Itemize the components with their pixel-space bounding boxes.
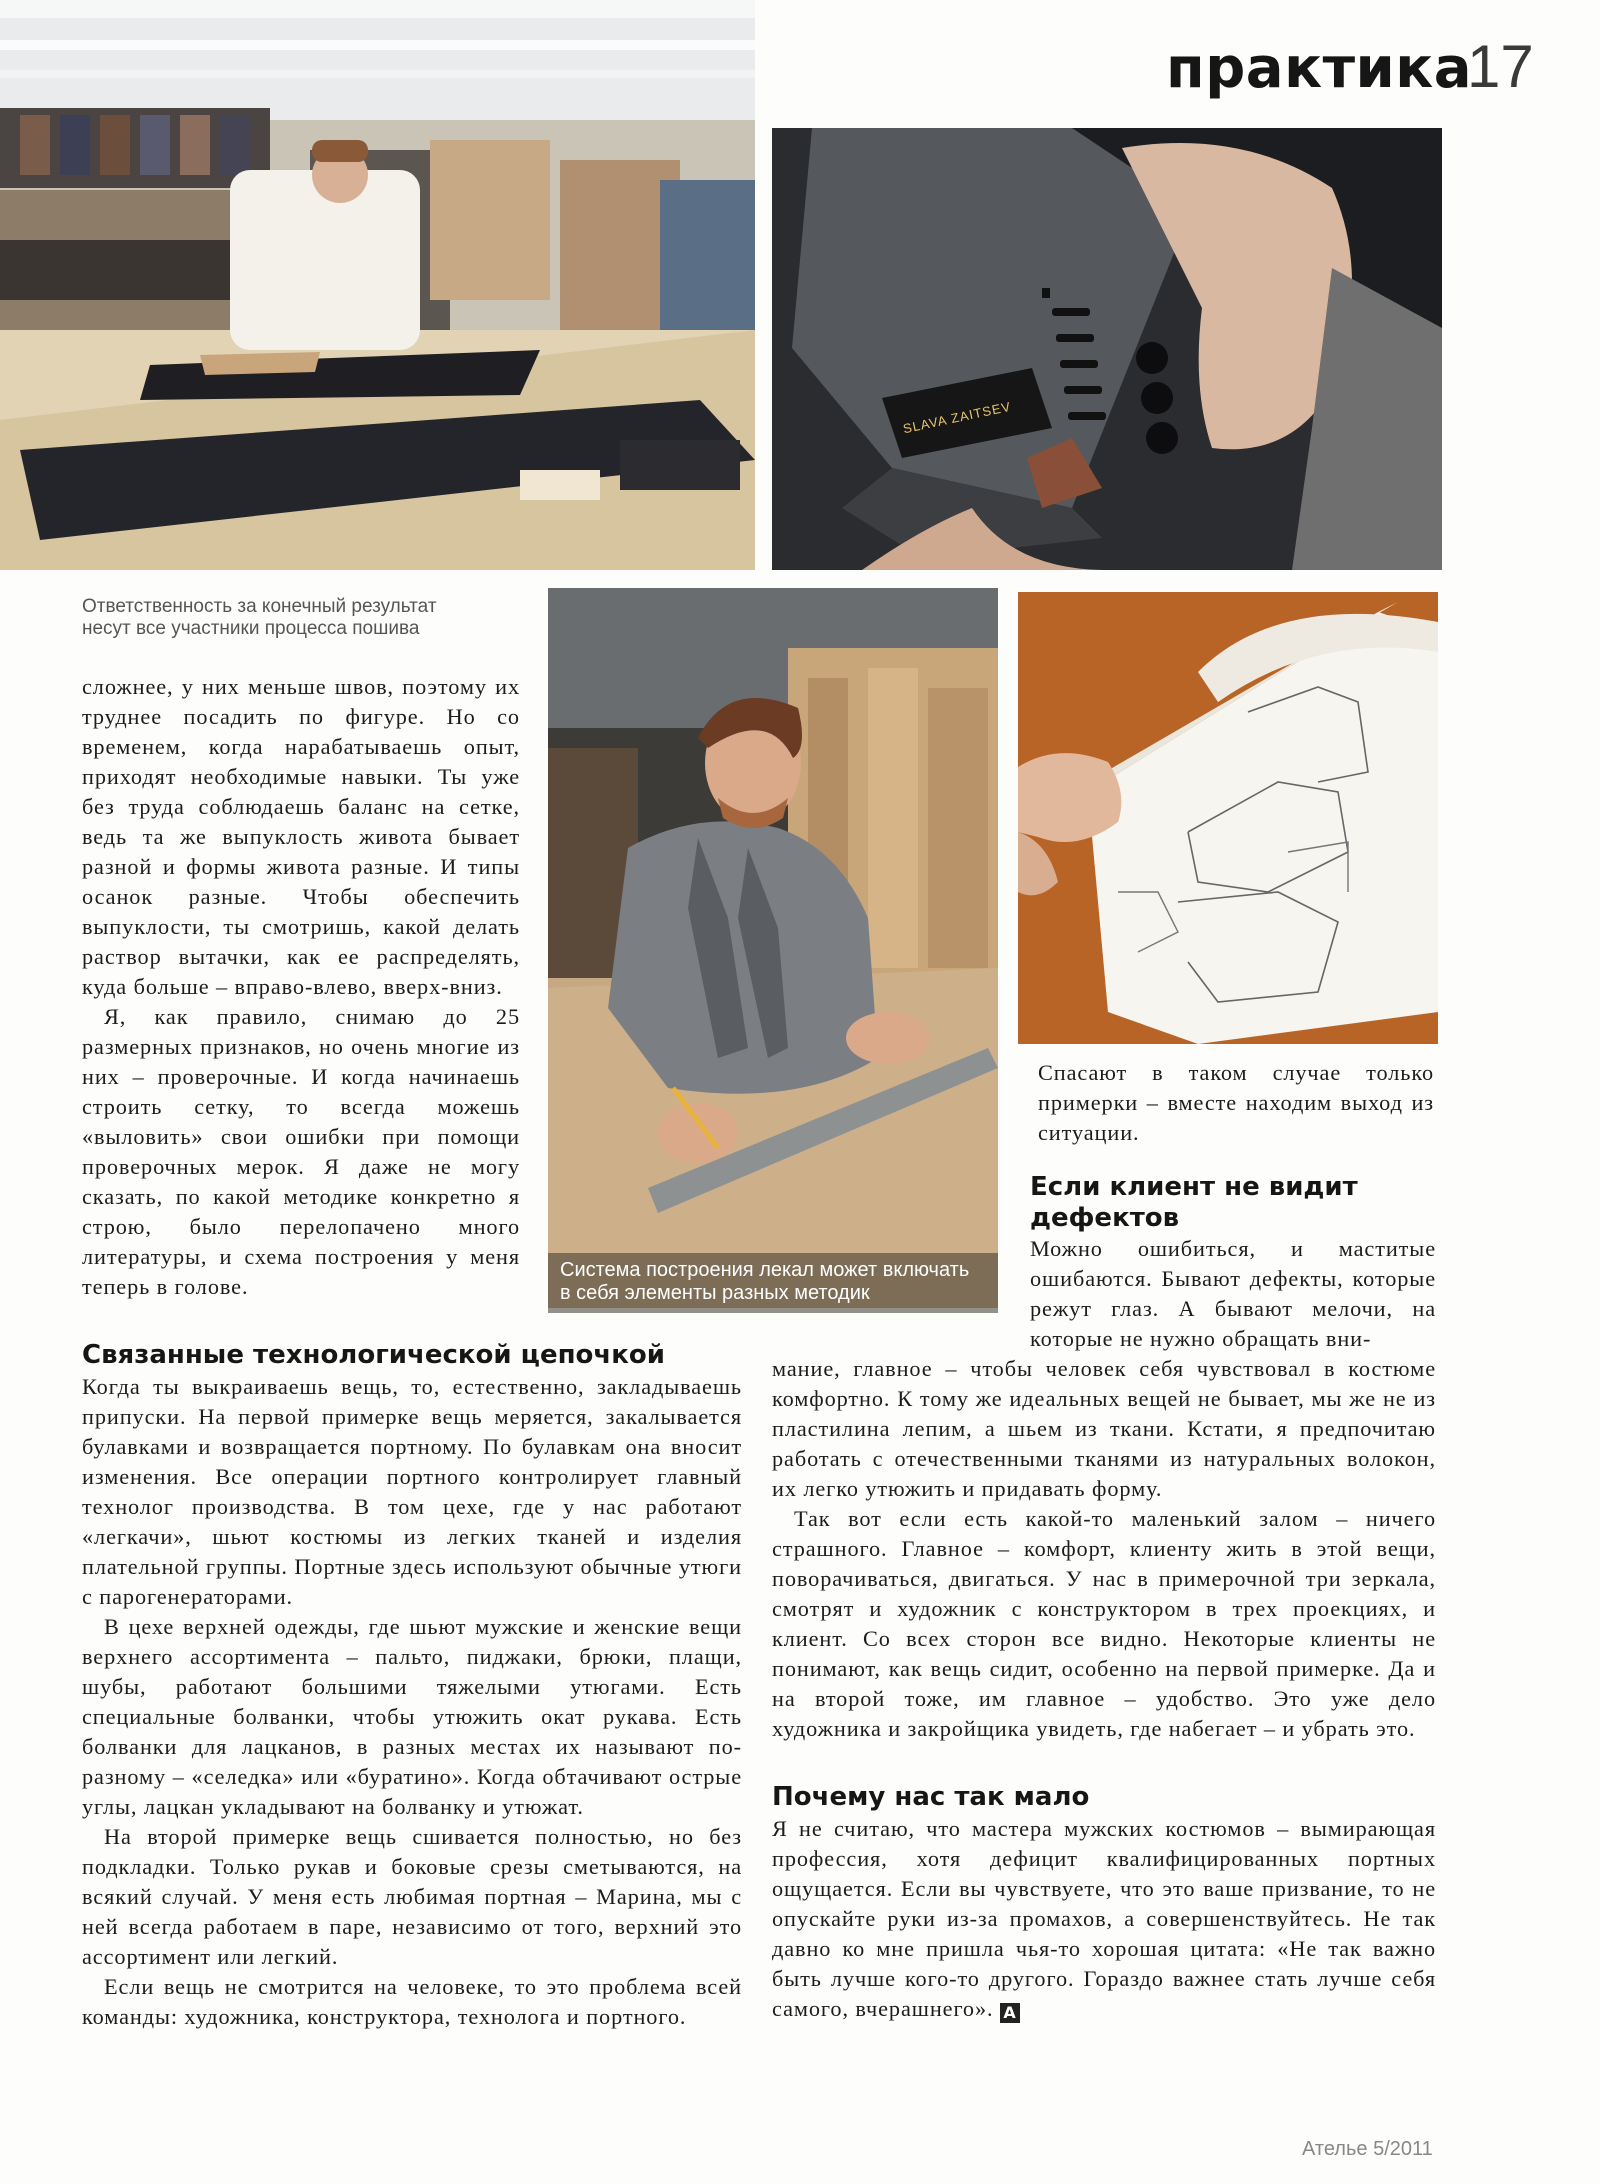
tailor-caption (548, 1253, 998, 1313)
chain-paragraph-1: Когда ты выкраиваешь вещь, то, естественно, закладываешь припуски. На первой примерке вещь меряется, закалывается булавками и возвращается портному. По булавкам она вносит изменения. Все операции портного контролирует главный технолог производства. В том цехе, где у нас работают «легкачи», шьют костюмы из легких тканей и изделия плательной группы. Портные здесь используют обычные утюги с парогенераторами. (82, 1374, 742, 1609)
defects-heading-line2: дефектов (1030, 1203, 1180, 1233)
label-text: SLAVA ZAITSEV (901, 398, 1013, 437)
defects-intro (1030, 1234, 1436, 1354)
tailor-caption-line1: Система построения лекал может включать (560, 1259, 970, 1281)
workshop-caption-line2: несут все участники процесса пошива (82, 618, 420, 639)
tailor-photo (548, 588, 998, 1308)
chain-column (82, 1372, 742, 2032)
chain-heading: Связанные технологической цепочкой (82, 1340, 665, 1370)
workshop-photo (0, 0, 755, 570)
sleeve-photo (772, 128, 1442, 570)
few-paragraph-text: Я не считаю, что мастера мужских костюмов – вымирающая профессия, хотя дефицит квалифицированных портных ощущается. Если вы чувствуете, что это ваше призвание, то не опускайте руки из-за промахов, а совершенствуйтесь. Не так давно ко мне пришла чья-то хорошая цитата: «Не так важно быть лучше кого-то другого. Гораздо важнее стать лучше себя самого, вчерашнего». (772, 1816, 1436, 2021)
workshop-caption (82, 596, 522, 640)
defects-paragraph-2: Так вот если есть какой-то маленький залом – ничего страшного. Главное – комфорт, клиенту жить в этой вещи, поворачиваться, двигаться. У нас в примерочной три зеркала, смотрят и художник с конструктором в трех проекциях, и клиент. Со всех сторон все видно. Некоторые клиенты не понимают, как вещь сидит, особенно на первой примерке. Да и на второй тоже, им главное – удобство. Это уже дело художника и закройщика увидеть, где набегает – и убрать это. (772, 1506, 1436, 1741)
defects-heading (1030, 1172, 1430, 1234)
defects-paragraph-1: мание, главное – чтобы человек себя чувствовал в костюме комфортно. К тому же идеальных вещей не бывает, мы же не из пластилина лепим, а шьем из ткани. Кстати, я предпочитаю работать с отечественными тканями из натуральных волокон, их легко утюжить и придавать форму. (772, 1356, 1436, 1501)
few-column (772, 1814, 1436, 2024)
few-heading: Почему нас так мало (772, 1782, 1090, 1812)
intro-paragraph-1: сложнее, у них меньше швов, поэтому их труднее посадить по фигуре. Но со временем, когда нарабатываешь опыт, приходят необходимые навыки. Ты уже без труда соблюдаешь баланс на сетке, ведь та же выпуклость живота бывает разной и формы живота разные. И типы осанок разные. Чтобы обеспечить выпуклости, ты смотришь, какой делать раствор вытачки, как ее распределять, куда больше – вправо-влево, вверх-вниз. (82, 674, 520, 999)
section-title: практика (1166, 36, 1473, 101)
issue-footer: Ателье 5/2011 (1302, 2138, 1433, 2160)
left-intro-column (82, 672, 520, 1302)
defects-paragraph-1a: Можно ошибиться, и маститые ошибаются. Бывают дефекты, которые режут глаз. А бывают мелочи, на которые не нужно обращать вни- (1030, 1236, 1436, 1351)
chain-paragraph-3: На второй примерке вещь сшивается полностью, но без подкладки. Только рукав и боковые срезы сметываются, на всякий случай. У меня есть любимая портная – Марина, мы с ней всегда работаем в паре, независимо от того, верхний это ассортимент или легкий. (82, 1824, 742, 1969)
chain-paragraph-2: В цехе верхней одежды, где шьют мужские и женские вещи верхнего ассортимента – пальто, пиджаки, брюки, плащи, шубы, работают большими тяжелыми утюгами. Есть специальные болванки, чтобы утюжить окат рукава. Есть болванки для лацканов, в разных местах их называют по-разному – «селедка» или «буратино». Когда обтачивают острые углы, лацкан укладывают на болванку и утюжат. (82, 1614, 742, 1819)
chain-paragraph-4: Если вещь не смотрится на человеке, то это проблема всей команды: художника, конструктора, технолога и портного. (82, 1974, 742, 2029)
pattern-photo (1018, 592, 1438, 1044)
workshop-caption-line1: Ответственность за конечный результат (82, 596, 437, 617)
page-number: 17 (1467, 33, 1534, 100)
tailor-caption-line2: в себя элементы разных методик (560, 1282, 870, 1304)
few-paragraph-1 (772, 1814, 1436, 2024)
defects-heading-line1: Если клиент не видит (1030, 1172, 1358, 1202)
right-top-text (1038, 1058, 1434, 1148)
defects-column (772, 1354, 1436, 1744)
intro-paragraph-2: Я, как правило, снимаю до 25 размерных признаков, но очень многие из них – проверочные. И когда начинаешь строить сетку, то всегда можешь «выловить» свои ошибки при помощи проверочных мерок. Я даже не могу сказать, по какой методике конкретно я строю, было перелопачено много литературы, и схема построения у меня теперь в голове. (82, 1004, 520, 1299)
end-mark-icon: А (1000, 2003, 1020, 2023)
right-top-paragraph: Спасают в таком случае только примерки – вместе находим выход из ситуации. (1038, 1060, 1434, 1145)
